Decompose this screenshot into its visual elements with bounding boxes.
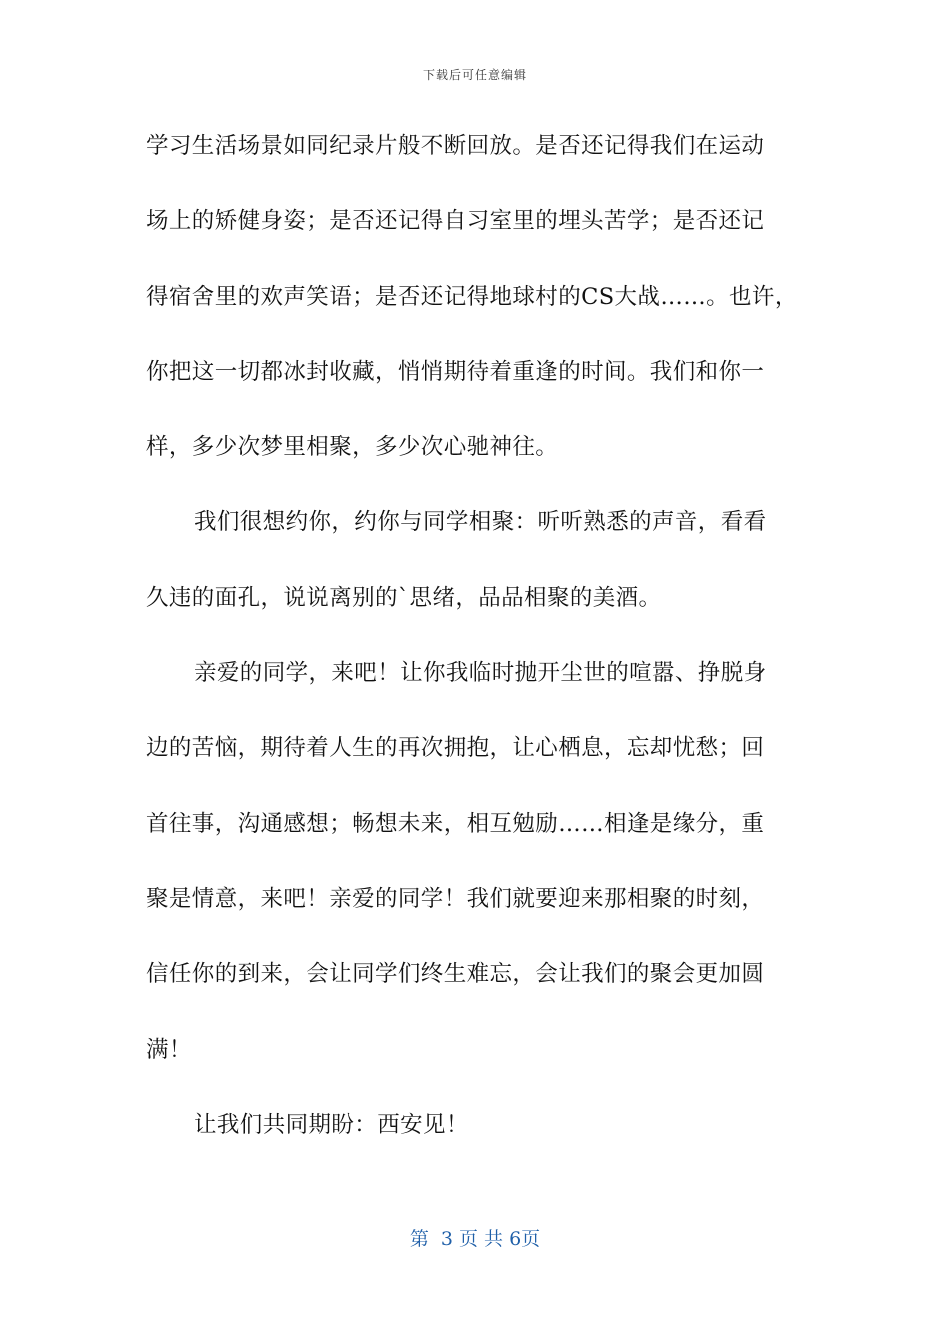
text-line: 信任你的到来，会让同学们终生难忘，会让我们的聚会更加圆: [146, 961, 765, 988]
text-line: 你把这一切都冰封收藏，悄悄期待着重逢的时间。我们和你一: [146, 358, 765, 385]
text-line: 边的苦恼，期待着人生的再次拥抱，让心栖息，忘却忧愁；回: [146, 735, 765, 762]
text-line: 满！: [146, 1036, 192, 1063]
paragraph-start-line: 我们很想约你，约你与同学相聚：听听熟悉的声音，看看: [194, 509, 767, 536]
text-line: 久违的面孔，说说离别的`思绪，品品相聚的美酒。: [146, 584, 662, 611]
text-line: 学习生活场景如同纪录片般不断回放。是否还记得我们在运动: [146, 133, 765, 159]
text-line: 聚是情意，来吧！亲爱的同学！我们就要迎来那相聚的时刻，: [146, 885, 765, 912]
paragraph-start-line: 亲爱的同学，来吧！让你我临时抛开尘世的喧嚣、挣脱身: [194, 660, 767, 687]
paragraph-start-line: 让我们共同期盼：西安见！: [194, 1111, 469, 1138]
document-body: [146, 120, 814, 1174]
text-line: 得宿舍里的欢声笑语；是否还记得地球村的CS大战……。也许，: [146, 283, 798, 310]
page-number: 第 3 页 共 6页: [409, 1228, 541, 1250]
text-line: 首往事，沟通感想；畅想未来，相互勉励……相逢是缘分，重: [146, 810, 765, 837]
text-line: 样，多少次梦里相聚，多少次心驰神往。: [146, 434, 559, 461]
header-note: 下载后可任意编辑: [422, 68, 527, 82]
text-line: 场上的矫健身姿；是否还记得自习室里的埋头苦学；是否还记: [146, 208, 765, 235]
